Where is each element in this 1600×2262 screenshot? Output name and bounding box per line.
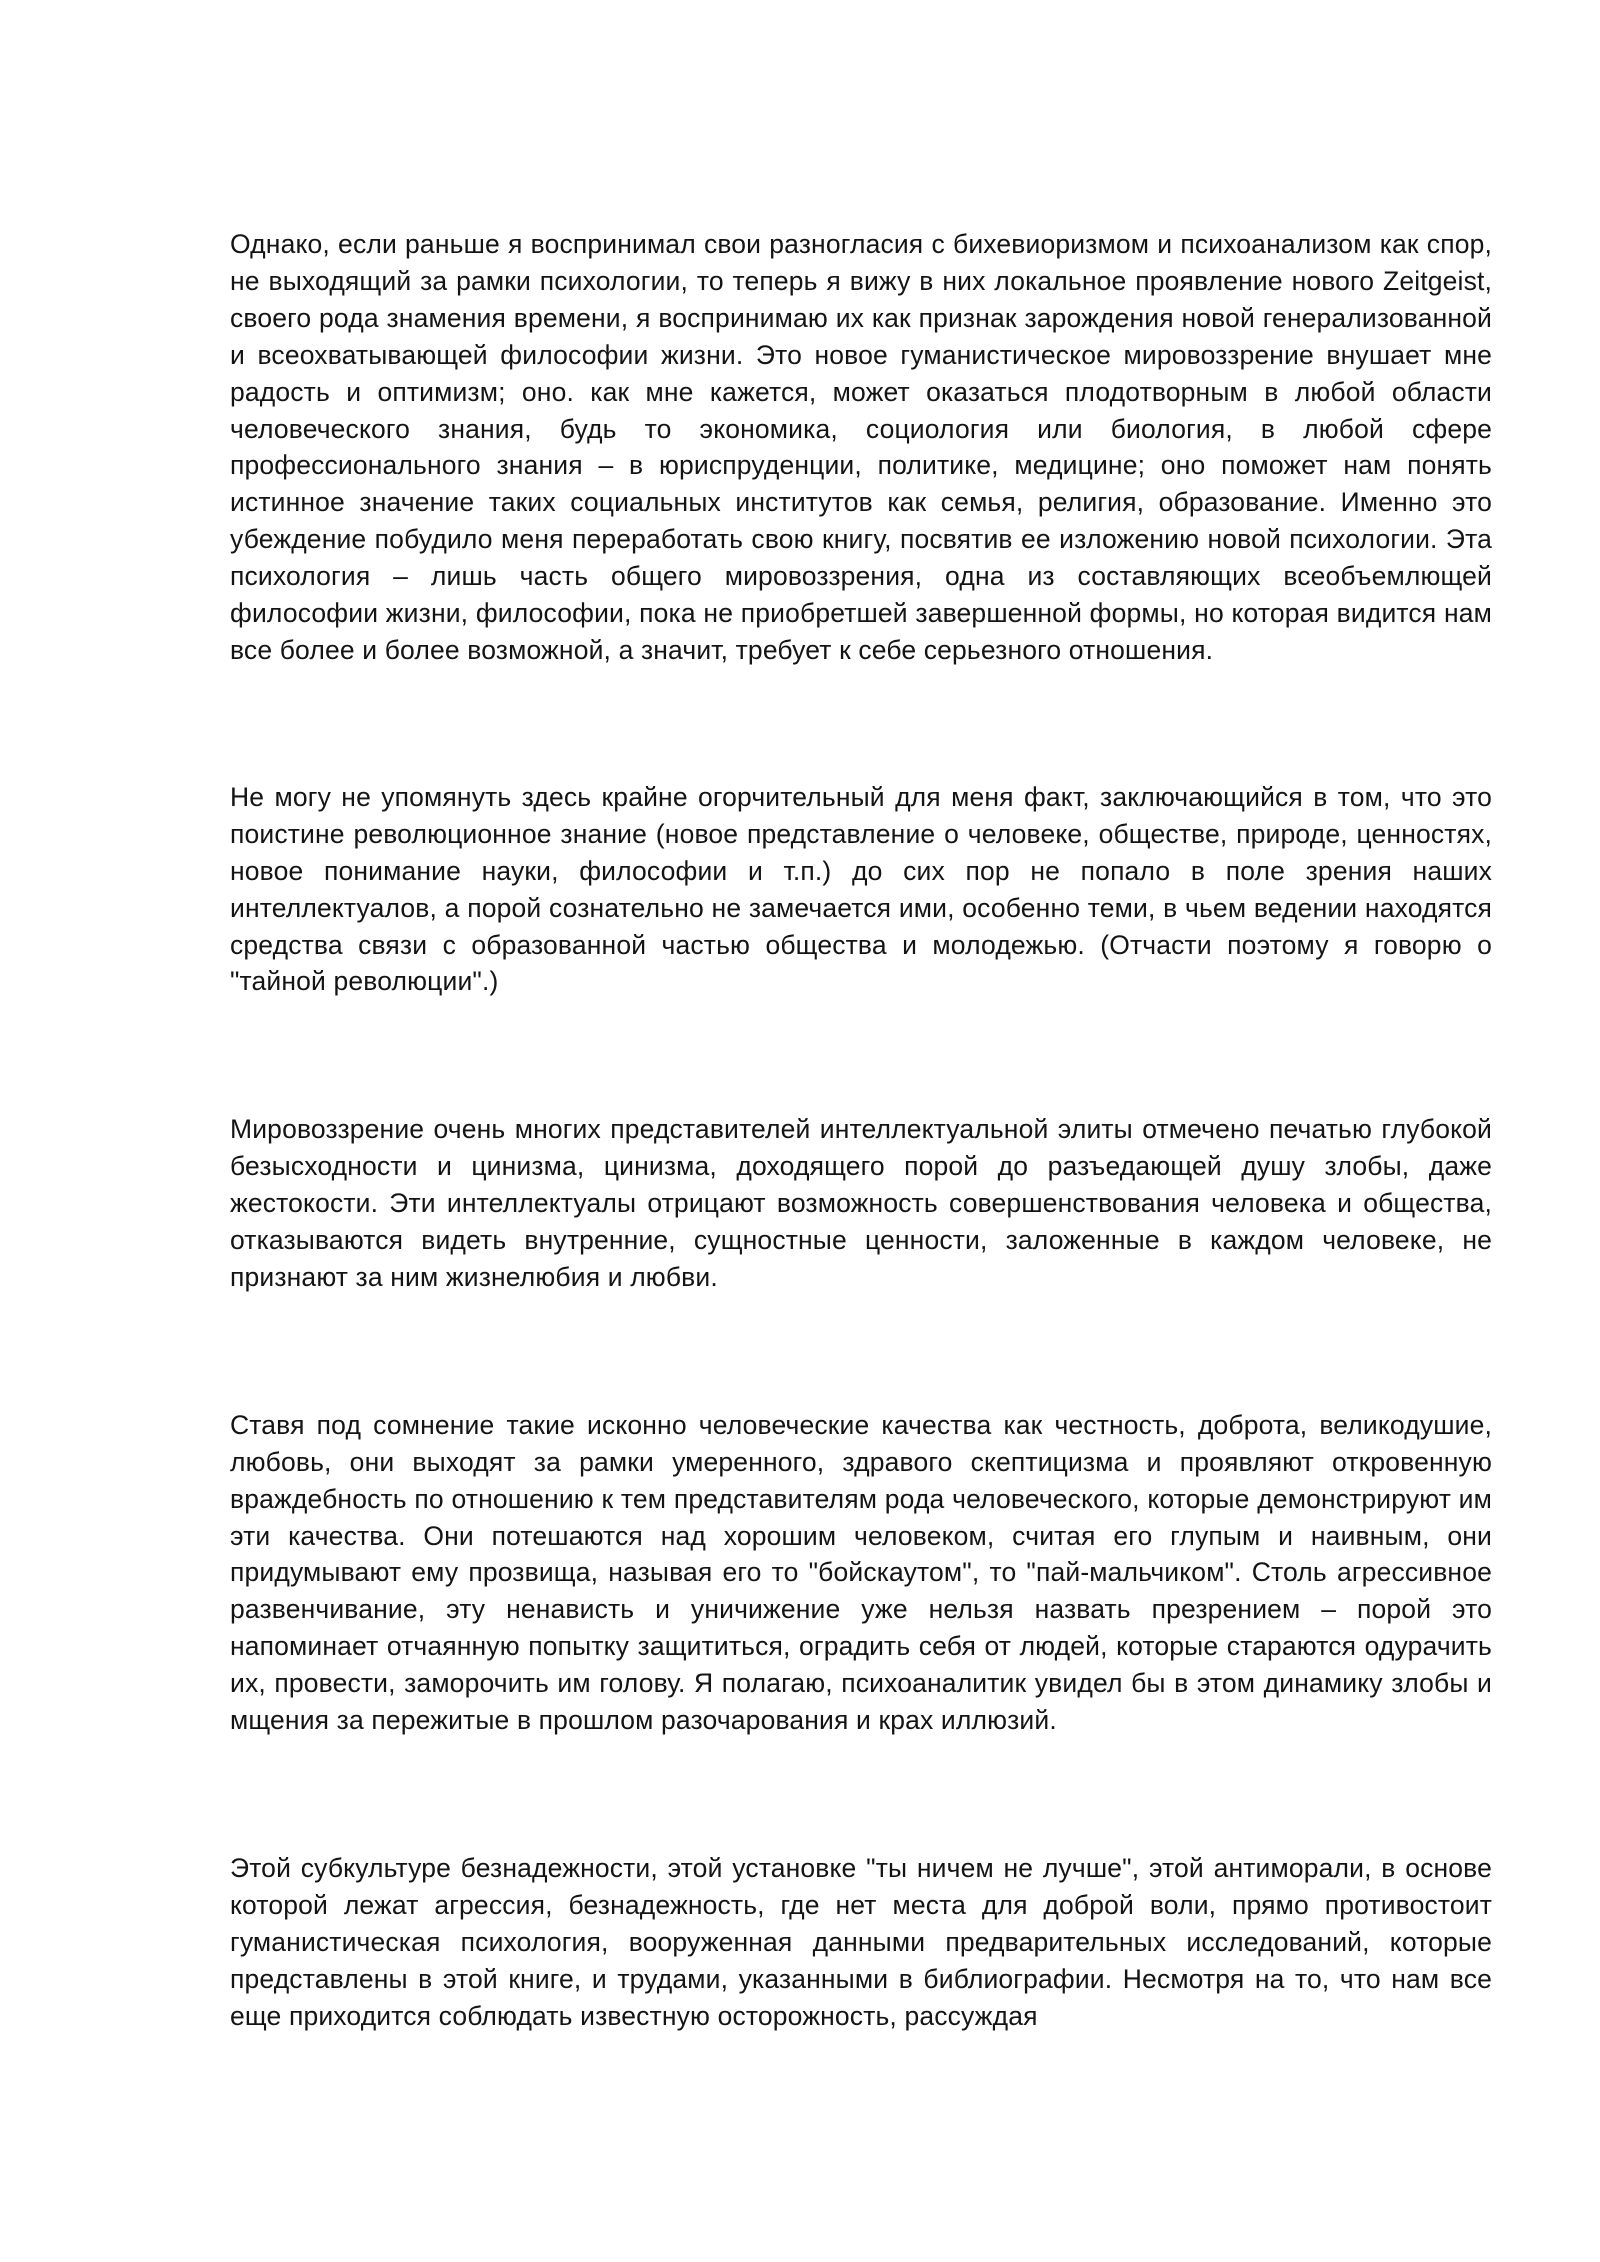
- paragraph-spacer: [230, 1000, 1492, 1111]
- paragraph-4: Ставя под сомнение такие исконно человеческие качества как честность, доброта, великодушие, любовь, они выходят за рамки умеренного, здравого скептицизма и проявляют откровенную враждебность по отношению к тем представителям рода человеческого, которые демонстрируют им эти качества. Они потешаются над хорошим человеком, считая его глупым и наивным, они придумывают ему прозвища, называя его то "бойскаутом", то "пай-мальчиком". Столь агрессивное развенчивание, эту ненависть и уничижение уже нельзя назвать презрением – порой это напоминает отчаянную попытку защититься, оградить себя от людей, которые стараются одурачить их, провести, заморочить им голову. Я полагаю, психоаналитик увидел бы в этом динамику злобы и мщения за пережитые в прошлом разочарования и крах иллюзий.: [230, 1409, 1492, 1736]
- paragraph-spacer: [230, 1739, 1492, 1850]
- paragraph-1: Однако, если раньше я воспринимал свои разногласия с бихевиоризмом и психоанализом как спор, не выходящий за рамки психологии, то теперь я вижу в них локальное проявление нового Zeitgeist, своего рода знамения времени, я воспринимаю их как признак зарождения новой генерализованной и всеохватывающей философии жизни. Это новое гуманистическое мировоззрение внушает мне радость и оптимизм; оно. как мне кажется, может оказаться плодотворным в любой области человеческого знания, будь то экономика, социология или биология, в любой сфере профессионального знания – в юриспруденции, политике, медицине; оно поможет нам понять истинное значение таких социальных институтов как семья, религия, образование. Именно это убеждение побудило меня переработать свою книгу, посвятив ее изложению новой психологии. Эта психология – лишь часть общего мировоззрения, одна из составляющих всеобъемлющей философии жизни, философии, пока не приобретшей завершенной формы, но которая видится нам все более и более возможной, а значит, требует к себе серьезного отношения.: [230, 229, 1492, 665]
- paragraph-2: Не могу не упомянуть здесь крайне огорчительный для меня факт, заключающийся в том, что это поистине революционное знание (новое представление о человеке, обществе, природе, ценностях, новое понимание науки, философии и т.п.) до сих пор не попало в поле зрения наших интеллектуалов, а порой сознательно не замечается ими, особенно теми, в чьем ведении находятся средства связи с образованной частью общества и молодежью. (Отчасти поэтому я говорю о "тайной революции".): [230, 781, 1492, 997]
- paragraph-5: Этой субкультуре безнадежности, этой установке "ты ничем не лучше", этой антиморали, в основе которой лежат агрессия, безнадежность, где нет места для доброй воли, прямо противостоит гуманистическая психология, вооруженная данными предварительных исследований, которые представлены в этой книге, и трудами, указанными в библиографии. Несмотря на то, что нам все еще приходится соблюдать известную осторожность, рассуждая: [230, 1853, 1492, 2031]
- document-body: [230, 226, 1492, 2035]
- paragraph-3: Мировоззрение очень многих представителей интеллектуальной элиты отмечено печатью глубокой безысходности и цинизма, цинизма, доходящего порой до разъедающей душу злобы, даже жестокости. Эти интеллектуалы отрицают возможность совершенствования человека и общества, отказываются видеть внутренние, сущностные ценности, заложенные в каждом человеке, не признают за ним жизнелюбия и любви.: [230, 1114, 1492, 1292]
- paragraph-spacer: [230, 669, 1492, 779]
- paragraph-spacer: [230, 1296, 1492, 1407]
